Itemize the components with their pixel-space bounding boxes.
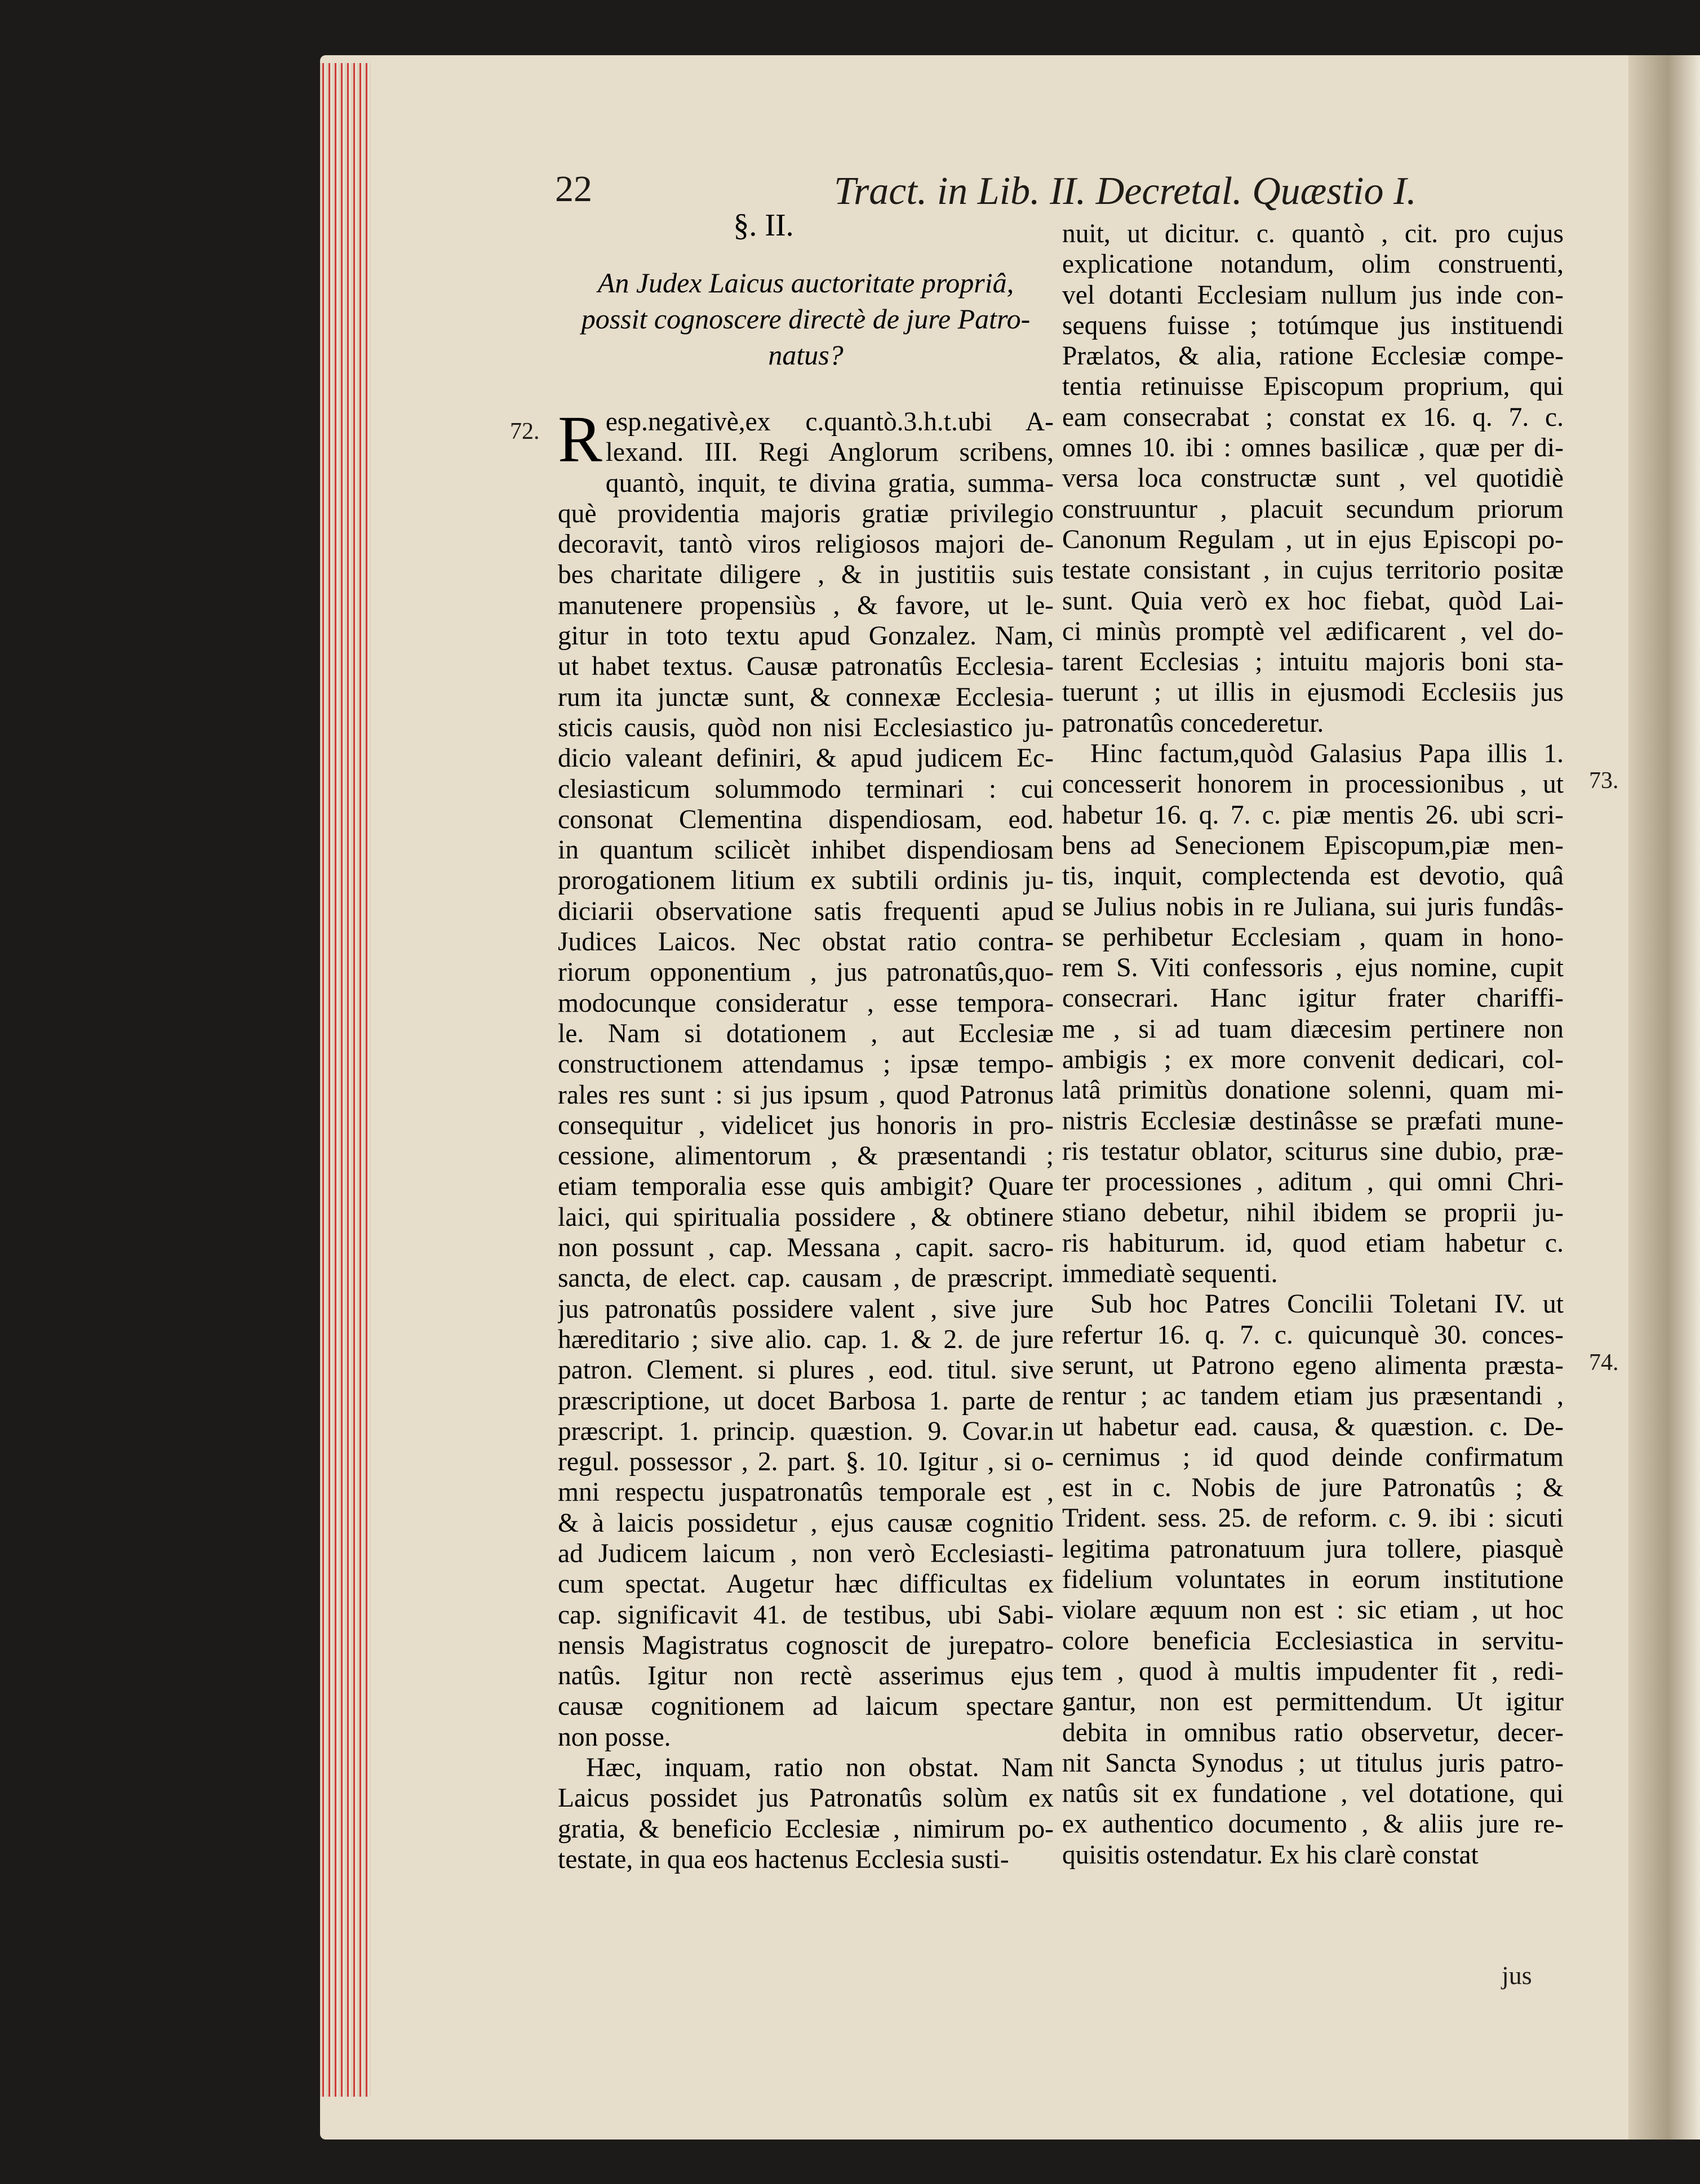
margin-number-74: 74. xyxy=(1589,1350,1619,1376)
text-line: tis, inquit, complectenda est devotio, quâ xyxy=(1062,861,1564,891)
text-line: Hæc, inquam, ratio non obstat. Nam xyxy=(586,1753,1054,1783)
right-paragraph-3 xyxy=(1062,1289,1564,1870)
text-line: sequens fuisse ; totúmque jus instituendi xyxy=(1062,310,1564,340)
text-line: præscript. 1. princip. quæstion. 9. Covar.in xyxy=(558,1416,1054,1446)
text-line: cernimus ; id quod deinde confirmatum xyxy=(1062,1442,1564,1472)
text-line: Hinc factum,quòd Galasius Papa illis 1. xyxy=(1090,739,1564,769)
text-line: violare æquum non est : sic etiam , ut hoc xyxy=(1062,1595,1564,1625)
text-line: cessione, alimentorum , & præsentandi ; xyxy=(558,1141,1054,1171)
text-line: præscriptione, ut docet Barbosa 1. parte de xyxy=(558,1386,1054,1416)
text-line: diciarii observatione satis frequenti apud xyxy=(558,896,1054,926)
text-line: quantò, inquit, te divina gratia, summa- xyxy=(605,468,1054,498)
text-line: Prælatos, & alia, ratione Ecclesiæ compe- xyxy=(1062,341,1564,371)
text-line: gratia, & beneficio Ecclesiæ , nimirum po- xyxy=(558,1814,1054,1844)
text-line: ambigis ; ex more convenit dedicari, col- xyxy=(1062,1045,1564,1075)
text-line: natûs sit ex fundatione , vel dotatione, qui xyxy=(1062,1779,1564,1809)
text-line: sunt. Quia verò ex hoc fiebat, quòd Lai- xyxy=(1062,586,1564,616)
text-line: versa loca constructæ sunt , vel quotidiè xyxy=(1062,464,1564,493)
text-line: Judices Laicos. Nec obstat ratio contra- xyxy=(558,927,1054,957)
page-fore-edge xyxy=(320,63,371,2097)
text-line: decoravit, tantò viros religiosos majori de- xyxy=(558,530,1054,559)
text-line: nistris Ecclesiæ destinâsse se præfati mune- xyxy=(1062,1106,1564,1136)
text-line: regul. possessor , 2. part. §. 10. Igitur , si o- xyxy=(558,1447,1054,1477)
left-column xyxy=(558,208,1054,1875)
text-line: quisitis ostendatur. Ex his clarè constat xyxy=(1062,1840,1479,1870)
text-line: ci minùs promptè vel ædificarent , vel do- xyxy=(1062,616,1564,646)
text-line: sticis causis, quòd non nisi Ecclesiastico ju- xyxy=(558,713,1054,742)
text-line: tem , quod à multis impudenter fit , redi- xyxy=(1062,1656,1564,1686)
text-line: eam consecrabat ; constat ex 16. q. 7. c. xyxy=(1062,402,1564,432)
text-line: stiano debetur, nihil ibidem se proprii ju- xyxy=(1062,1198,1564,1227)
text-line: esp.negativè,ex c.quantò.3.h.t.ubi A- xyxy=(605,407,1054,437)
text-line: etiam temporalia esse quis ambigit? Quare xyxy=(558,1172,1054,1202)
text-line: le. Nam si dotationem , aut Ecclesiæ xyxy=(558,1018,1054,1048)
text-line: debita in omnibus ratio observetur, decer- xyxy=(1062,1718,1564,1747)
text-line: se Julius nobis in re Juliana, sui juris fundâs- xyxy=(1062,892,1564,922)
text-line: & à laicis possidetur , ejus causæ cognitio xyxy=(558,1508,1054,1538)
text-line: ex authentico documento , & aliis jure re- xyxy=(1062,1809,1564,1839)
text-line: lexand. III. Regi Anglorum scribens, xyxy=(605,438,1054,468)
text-line: concesserit honorem in processionibus , ut xyxy=(1062,769,1564,799)
text-line: hæreditario ; sive alio. cap. 1. & 2. de jure xyxy=(558,1324,1054,1354)
text-line: fidelium voluntates in eorum institutione xyxy=(1062,1565,1564,1595)
text-line: consecrari. Hanc igitur frater chariffi- xyxy=(1062,984,1564,1013)
text-line: gitur in toto textu apud Gonzalez. Nam, xyxy=(558,621,1054,651)
left-paragraph-2 xyxy=(558,1752,1054,1875)
text-line: testate consistant , in cujus territorio positæ xyxy=(1062,555,1564,585)
margin-number-72: 72. xyxy=(510,419,540,444)
text-line: in quantum scilicèt inhibet dispendiosam xyxy=(558,835,1054,865)
text-line: rentur ; ac tandem etiam jus præsentandi , xyxy=(1062,1381,1564,1411)
text-line: habetur 16. q. 7. c. piæ mentis 26. ubi scri- xyxy=(1062,800,1564,830)
page-number: 22 xyxy=(555,168,592,210)
text-line: me , si ad tuam diæcesim pertinere non xyxy=(1062,1014,1564,1044)
text-line: natûs. Igitur non rectè asserimus ejus xyxy=(558,1661,1054,1691)
text-line: ris habiturum. id, quod etiam habetur c. xyxy=(1062,1228,1564,1258)
text-line: tarent Ecclesias ; intuitu majoris boni sta- xyxy=(1062,647,1564,677)
text-line: nit Sancta Synodus ; ut titulus juris patro- xyxy=(1062,1748,1564,1778)
text-line: rem S. Viti confessoris , ejus nomine, cupit xyxy=(1062,953,1564,983)
text-line: se perhibetur Ecclesiam , quam in hono- xyxy=(1062,922,1564,952)
text-line: non posse. xyxy=(558,1722,671,1752)
text-line: cum spectat. Augetur hæc difficultas ex xyxy=(558,1569,1054,1599)
text-line: non possunt , cap. Messana , capit. sacro- xyxy=(558,1233,1054,1263)
text-line: vel dotanti Ecclesiam nullum jus inde con- xyxy=(1062,280,1564,310)
section-mark: §. II. xyxy=(733,208,794,243)
text-line: colore beneficia Ecclesiastica in servitu- xyxy=(1062,1626,1564,1656)
text-line: immediatè sequenti. xyxy=(1062,1259,1278,1289)
right-paragraph-2 xyxy=(1062,739,1564,1289)
text-line: riorum opponentium , jus patronatûs,quo- xyxy=(558,958,1054,988)
text-line: ad Judicem laicum , non verò Ecclesiasti- xyxy=(558,1538,1054,1568)
text-line: cap. significavit 41. de testibus, ubi Sabi- xyxy=(558,1600,1054,1630)
text-line: latâ primitùs donatione solenni, quam mi- xyxy=(1062,1075,1564,1105)
left-paragraph-1 xyxy=(558,402,1054,1752)
text-line: patronatûs concederetur. xyxy=(1062,708,1324,738)
text-line: gantur, non est permittendum. Ut igitur xyxy=(1062,1687,1564,1717)
text-line: rum ita junctæ sunt, & connexæ Ecclesia- xyxy=(558,682,1054,712)
text-line: laici, qui spiritualia possidere , & obtinere xyxy=(558,1202,1054,1232)
running-head: Tract. in Lib. II. Decretal. Quæstio I. xyxy=(834,170,1417,213)
drop-cap: R xyxy=(558,402,602,476)
text-line: ut habetur ead. causa, & quæstion. c. De- xyxy=(1062,1412,1564,1442)
right-column xyxy=(1062,219,1564,1870)
text-line: consequitur , videlicet jus honoris in pro- xyxy=(558,1110,1054,1140)
text-line: sancta, de elect. cap. causam , de præscript. xyxy=(558,1264,1054,1293)
text-line: prorogationem litium ex subtili ordinis ju- xyxy=(558,866,1054,896)
text-line: serunt, ut Patrono egeno alimenta præsta- xyxy=(1062,1350,1564,1380)
text-line: mni respectu juspatronatûs temporale est , xyxy=(558,1478,1054,1507)
text-line: causæ cognitionem ad laicum spectare xyxy=(558,1692,1054,1722)
text-line: clesiasticum solummodo terminari : cui xyxy=(558,774,1054,804)
text-line: testate, in qua eos hactenus Ecclesia susti- xyxy=(558,1844,1009,1874)
text-line: construuntur , placuit secundum priorum xyxy=(1062,494,1564,524)
book-gutter xyxy=(1628,55,1700,2139)
heading-line: An Judex Laicus auctoritate propriâ, xyxy=(597,267,1014,299)
text-line: Sub hoc Patres Concilii Toletani IV. ut xyxy=(1090,1289,1564,1319)
catchword: jus xyxy=(1502,1961,1532,1990)
text-line: est in c. Nobis de jure Patronatûs ; & xyxy=(1062,1473,1564,1503)
text-line: modocunque consideratur , esse tempora- xyxy=(558,988,1054,1018)
text-line: ter processiones , aditum , qui omni Chri- xyxy=(1062,1167,1564,1197)
text-line: nensis Magistratus cognoscit de jurepatro- xyxy=(558,1630,1054,1660)
text-line: explicatione notandum, olim construenti, xyxy=(1062,250,1564,279)
text-line: tentia retinuisse Episcopum proprium, qui xyxy=(1062,372,1564,402)
text-line: omnes 10. ibi : omnes basilicæ , quæ per di- xyxy=(1062,433,1564,463)
heading-line: natus? xyxy=(768,339,844,371)
text-line: tuerunt ; ut illis in ejusmodi Ecclesiis jus xyxy=(1062,678,1564,708)
text-line: Canonum Regulam , ut in ejus Episcopi po- xyxy=(1062,524,1564,554)
text-line: bens ad Senecionem Episcopum,piæ men- xyxy=(1062,830,1564,860)
heading-line: possit cognoscere directè de jure Patro- xyxy=(581,303,1031,335)
margin-number-73: 73. xyxy=(1589,768,1619,794)
text-line: jus patronatûs possidere valent , sive jure xyxy=(558,1294,1054,1324)
text-line: ut habet textus. Causæ patronatûs Ecclesia- xyxy=(558,652,1054,682)
text-line: rales res sunt : si jus ipsum , quod Patronus xyxy=(558,1080,1054,1110)
text-line: què providentia majoris gratiæ privilegio xyxy=(558,499,1054,528)
text-line: ris testatur oblator, sciturus sine dubio, præ- xyxy=(1062,1136,1564,1166)
section-heading xyxy=(558,265,1054,373)
text-line: manutenere propensiùs , & favore, ut le- xyxy=(558,590,1054,620)
text-line: patron. Clement. si plures , eod. titul. sive xyxy=(558,1355,1054,1385)
text-line: refertur 16. q. 7. c. quicunquè 30. conces- xyxy=(1062,1320,1564,1350)
text-line: legitima patronatuum jura tollere, piasquè xyxy=(1062,1534,1564,1564)
text-line: Trident. sess. 25. de reform. c. 9. ibi : sicuti xyxy=(1062,1504,1564,1533)
text-line: nuit, ut dicitur. c. quantò , cit. pro cujus xyxy=(1062,219,1564,248)
text-line: Laicus possidet jus Patronatûs solùm ex xyxy=(558,1783,1054,1813)
text-line: consonat Clementina dispendiosam, eod. xyxy=(558,804,1054,834)
text-line: constructionem attendamus ; ipsæ tempo- xyxy=(558,1049,1054,1079)
right-paragraph-1 xyxy=(1062,219,1564,739)
text-line: bes charitate diligere , & in justitiis suis xyxy=(558,560,1054,590)
text-line: dicio valeant definiri, & apud judicem Ec- xyxy=(558,744,1054,773)
